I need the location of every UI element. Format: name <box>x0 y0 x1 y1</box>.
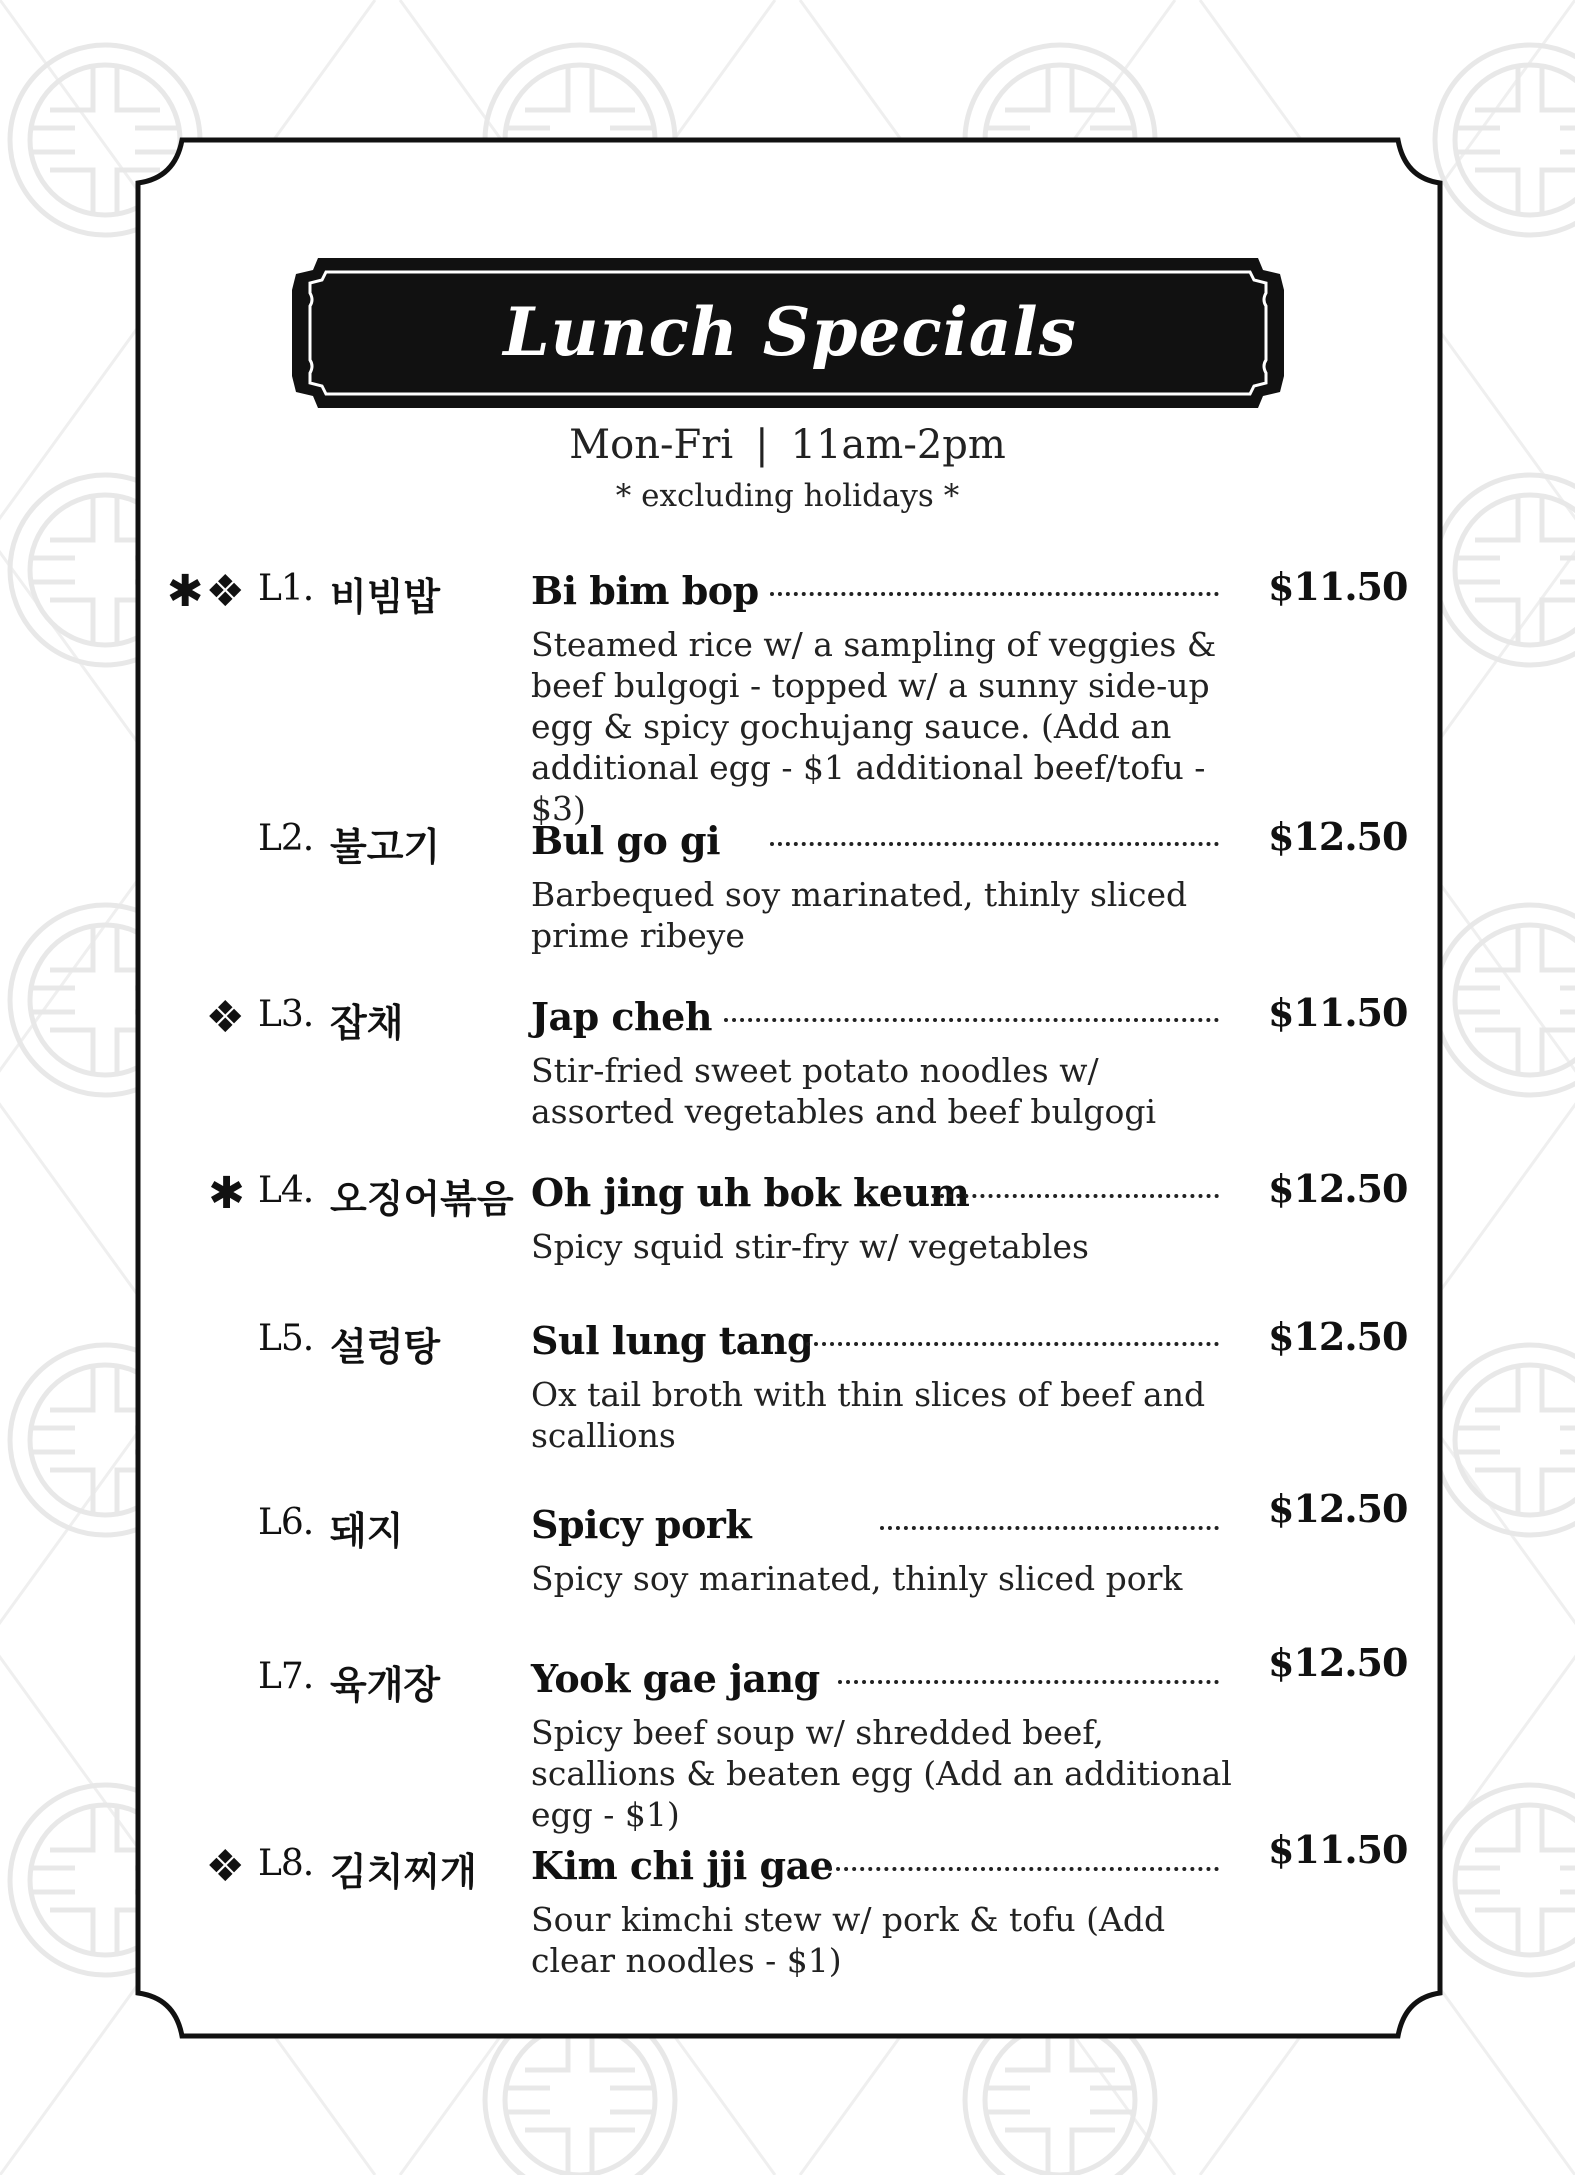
item-code: L3. <box>258 994 314 1035</box>
item-description: Stir-fried sweet potato noodles w/ assorted vegetables and beef bulgogi <box>531 1051 1157 1131</box>
item-price: $11.50 <box>1268 1827 1408 1872</box>
item-korean-name: 설렁탕 <box>330 1325 441 1369</box>
item-code: L5. <box>258 1318 314 1359</box>
item-marker: ❖ <box>205 992 247 1043</box>
item-korean-name: 돼지 <box>330 1509 404 1553</box>
dot-leader <box>838 1680 1219 1684</box>
item-price: $11.50 <box>1268 990 1408 1035</box>
item-code: L2. <box>258 818 314 859</box>
item-korean-name: 김치찌개 <box>330 1850 477 1894</box>
item-code: L4. <box>258 1170 314 1211</box>
item-name: Sul lung tang <box>531 1318 814 1363</box>
item-price: $11.50 <box>1268 564 1408 609</box>
hours-separator: | <box>755 422 769 468</box>
dot-leader <box>880 1526 1219 1530</box>
item-price: $12.50 <box>1268 1486 1408 1531</box>
item-description: Barbequed soy marinated, thinly sliced prime ribeye <box>531 875 1188 955</box>
item-name: Yook gae jang <box>531 1656 820 1701</box>
hours-days: Mon-Fri <box>569 422 734 468</box>
item-korean-name: 불고기 <box>330 825 441 869</box>
item-description: Sour kimchi stew w/ pork & tofu (Add clear noodles - $1) <box>531 1900 1166 1980</box>
item-korean-name: 잡채 <box>330 1001 404 1045</box>
item-code: L8. <box>258 1843 314 1884</box>
page-title: Lunch Specials <box>503 293 1077 371</box>
item-name: Oh jing uh bok keum <box>531 1170 970 1215</box>
hours-line <box>0 422 1575 468</box>
item-description: Spicy beef soup w/ shredded beef, scallions & beaten egg (Add an additional egg - $1) <box>531 1713 1232 1834</box>
item-description: Spicy squid stir-fry w/ vegetables <box>531 1227 1089 1266</box>
dot-leader <box>828 1867 1219 1871</box>
item-price: $12.50 <box>1268 1314 1408 1359</box>
item-name: Jap cheh <box>531 994 712 1039</box>
item-marker: ✱ <box>208 1168 247 1219</box>
item-description: Spicy soy marinated, thinly sliced pork <box>531 1559 1183 1598</box>
item-price: $12.50 <box>1268 1640 1408 1685</box>
hours-time: 11am-2pm <box>790 422 1006 468</box>
item-name: Bi bim bop <box>531 568 759 613</box>
item-name: Bul go gi <box>531 818 721 863</box>
item-korean-name: 비빔밥 <box>330 575 441 619</box>
dot-leader <box>932 1194 1219 1198</box>
item-korean-name: 육개장 <box>330 1663 441 1707</box>
item-code: L6. <box>258 1502 314 1543</box>
item-code: L1. <box>258 568 314 609</box>
dot-leader <box>770 592 1219 596</box>
item-name: Kim chi jji gae <box>531 1843 834 1888</box>
dot-leader <box>806 1342 1219 1346</box>
item-korean-name: 오징어볶음 <box>330 1177 514 1221</box>
item-description: Ox tail broth with thin slices of beef and scallions <box>531 1375 1206 1455</box>
item-price: $12.50 <box>1268 1166 1408 1211</box>
dot-leader <box>724 1018 1219 1022</box>
item-name: Spicy pork <box>531 1502 752 1547</box>
holiday-note: * excluding holidays * <box>615 478 960 514</box>
item-code: L7. <box>258 1656 314 1697</box>
item-marker: ✱❖ <box>166 566 247 617</box>
item-description: Steamed rice w/ a sampling of veggies & beef bulgogi - topped w/ a sunny side-up egg & spicy gochujang sauce. (Add an additional egg - $1 additional beef/tofu - $3) <box>531 625 1217 828</box>
item-price: $12.50 <box>1268 814 1408 859</box>
dot-leader <box>770 842 1219 846</box>
item-marker: ❖ <box>205 1841 247 1892</box>
